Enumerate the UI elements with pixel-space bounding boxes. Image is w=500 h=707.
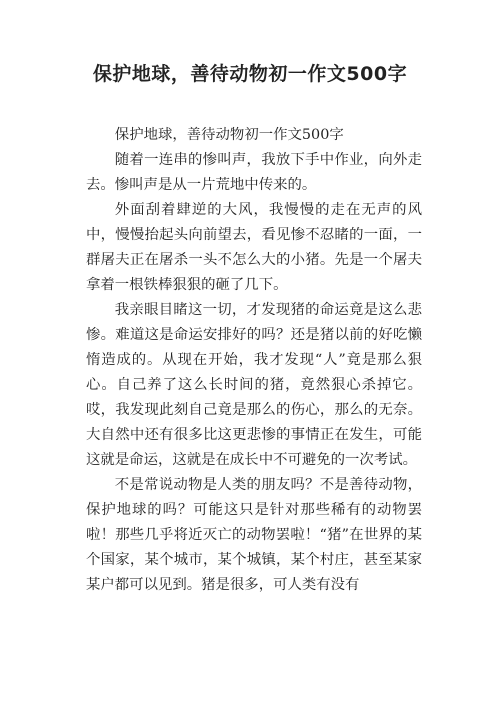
document-title: 保护地球，善待动物初一作文500字 — [92, 63, 408, 85]
paragraph: 保护地球，善待动物初一作文500字 — [114, 127, 344, 143]
paragraph: 外面刮着肆逆的大风，我慢慢的走在无声的风中，慢慢抬起头向前望去，看见惨不忍睹的一面，一群屠夫正在屠杀一头不怎么大的小猪。先是一个屠夫拿着一根铁棒狠狠的砸了几下。 — [86, 202, 422, 293]
paragraph: 我亲眼目睹这一切，才发现猪的命运竟是这么悲惨。难道这是命运安排好的吗？还是猪以前的好吃懒惰造成的。从现在开始，我才发现“人”竟是那么狠心。自己养了这么长时间的猪，竟然狠心杀掉它。哎，我发现此刻自己竟是那么的伤心，那么的无奈。大自然中还有很多比这更悲惨的事情正在发生，可能这就是命运，这就是在成长中不可避免的一次考试。 — [86, 302, 422, 468]
document-body — [86, 123, 422, 598]
paragraph: 随着一连串的惨叫声，我放下手中作业，向外走去。惨叫声是从一片荒地中传来的。 — [86, 152, 422, 193]
paragraph: 不是常说动物是人类的朋友吗？不是善待动物，保护地球的吗？可能这只是针对那些稀有的动物罢啦！那些几乎将近灭亡的动物罢啦！“猪”在世界的某个国家，某个城市，某个城镇，某个村庄，甚至某家某户都可以见到。猪是很多，可人类有没有 — [86, 477, 422, 593]
